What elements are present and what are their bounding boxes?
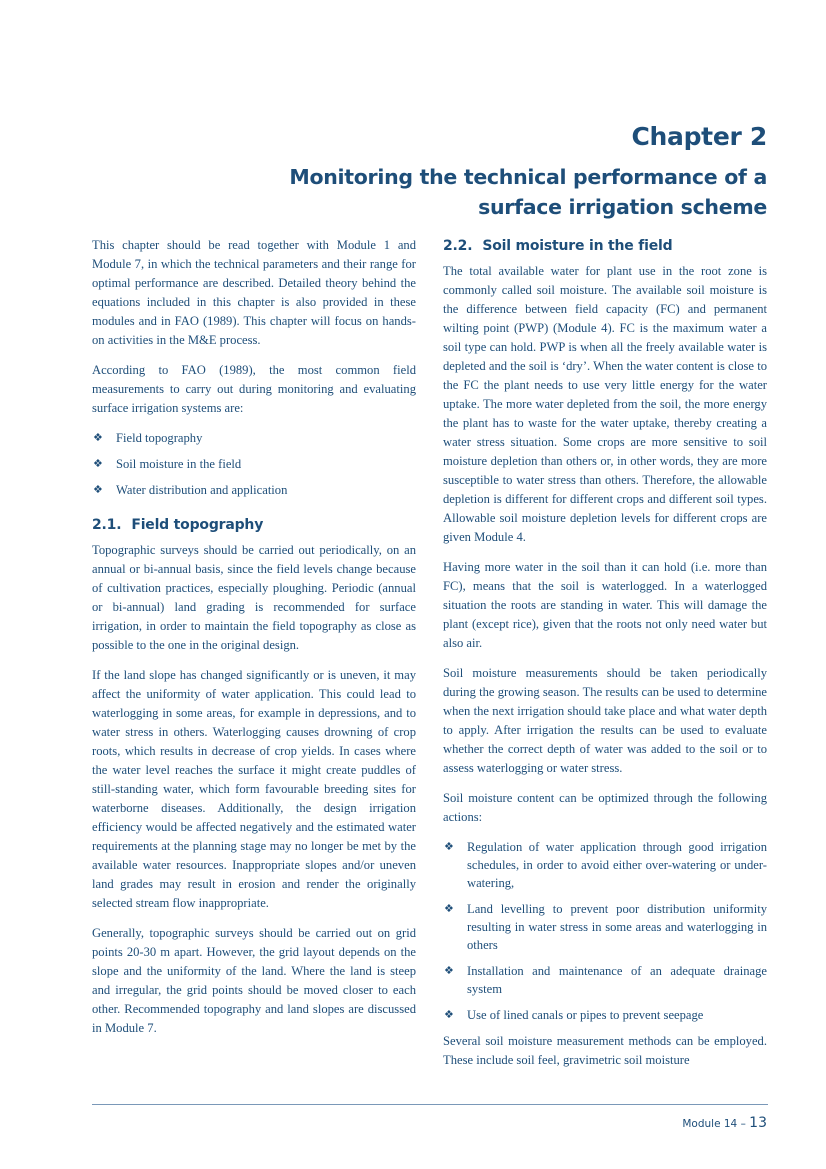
- section-heading-field-topography: [92, 515, 416, 535]
- diamond-bullet-icon: ❖: [93, 457, 103, 470]
- section-title: Soil moisture in the field: [482, 238, 673, 254]
- list-item: [92, 455, 416, 473]
- list-item-text: Water distribution and application: [116, 483, 288, 497]
- soil-paragraph-3: Soil moisture measurements should be taken periodically during the growing season. The results can be used to determine when the next irrigation should take place and what water depth to apply. After irrigation the results can be used to evaluate whether the correct depth of water was added to the soil or to assess waterlogging or water stress.: [443, 666, 767, 775]
- footer-module-label: Module 14 –: [682, 1118, 746, 1130]
- diamond-bullet-icon: ❖: [444, 1008, 454, 1021]
- list-item: [443, 900, 767, 954]
- soil-paragraph-1: The total available water for plant use in the root zone is commonly called soil moisture. The available soil moisture is the difference between field capacity (FC) and permanent wilting point (PWP) (Module 4). FC is the maximum water a soil type can hold. PWP is when all the freely available water is depleted and the soil is ‘dry’. When the water content is close to the FC the plant needs to use very little energy for the water uptake. The more water depleted from the soil, the more energy the plant has to waste for the water uptake, thereby creating a water stress situation. Some crops are more sensitive to soil moisture depletion than others or, in other words, they are more susceptible to water stress than others. Therefore, the allowable depletion is different for different crops and different soil types. Allowable soil moisture depletion levels for different crops are given Module 4.: [443, 264, 767, 544]
- list-item: [443, 1006, 767, 1024]
- list-item-text: Field topography: [116, 431, 203, 445]
- section-number: 2.2.: [443, 238, 473, 254]
- list-item: [443, 962, 767, 998]
- intro-paragraph-2: According to FAO (1989), the most common field measurements to carry out during monitoring and evaluating surface irrigation systems are:: [92, 363, 416, 415]
- soil-paragraph-2: Having more water in the soil than it can hold (i.e. more than FC), means that the soil is waterlogged. In a waterlogged situation the roots are standing in water. This will damage the plant (except rice), given that the roots not only need water but also air.: [443, 560, 767, 650]
- diamond-bullet-icon: ❖: [444, 840, 454, 853]
- list-item-text: Land levelling to prevent poor distribution uniformity resulting in water stress in some areas and waterlogging in others: [467, 902, 767, 952]
- diamond-bullet-icon: ❖: [444, 902, 454, 915]
- list-item-text: Installation and maintenance of an adequate drainage system: [467, 964, 767, 996]
- section-title: Field topography: [131, 517, 264, 533]
- list-item-text: Regulation of water application through good irrigation schedules, in order to avoid either over-watering or under-watering,: [467, 840, 767, 890]
- list-item-text: Soil moisture in the field: [116, 457, 242, 471]
- list-item: [92, 429, 416, 447]
- diamond-bullet-icon: ❖: [93, 483, 103, 496]
- chapter-title: Monitoring the technical performance of a surface irrigation scheme: [289, 165, 767, 219]
- soil-paragraph-4: Soil moisture content can be optimized through the following actions:: [443, 791, 767, 824]
- soil-actions-list: [443, 838, 767, 1024]
- diamond-bullet-icon: ❖: [444, 964, 454, 977]
- intro-paragraph-1: This chapter should be read together with Module 1 and Module 7, in which the technical parameters and their range for optimal performance are described. Detailed theory behind the equations included in this chapter is also provided in these modules and in FAO (1989). This chapter will focus on hands-on activities in the M&E process.: [92, 238, 416, 347]
- topography-paragraph-2: If the land slope has changed significantly or is uneven, it may affect the uniformity of water application. This could lead to waterlogging in some areas, for example in depressions, and to water stress in others. Waterlogging causes drowning of crop roots, which results in decrease of crop yields. In cases where the water level reaches the surface it might create puddles of still-standing water, which form favourable breeding sites for waterborne diseases. Additionally, the design irrigation efficiency would be affected negatively and the estimated water requirements at the planning stage may no longer be met by the available water resources. Inappropriate slopes and/or uneven land grades may result in erosion and render the originally selected stream flow inappropriate.: [92, 668, 416, 910]
- measurement-list: [92, 429, 416, 499]
- page-number: 13: [749, 1115, 767, 1131]
- section-heading-soil-moisture: [443, 236, 767, 256]
- topography-paragraph-3: Generally, topographic surveys should be carried out on grid points 20-30 m apart. However, the grid layout depends on the slope and the uniformity of the land. Where the land is steep and irregular, the grid points should be moved closer to each other. Recommended topography and land slopes are discussed in Module 7.: [92, 926, 416, 1035]
- topography-paragraph-1: Topographic surveys should be carried out periodically, on an annual or bi-annual basis, since the field levels change because of cultivation practices, especially ploughing. Periodic (annual or bi-annual) land grading is recommended for surface irrigation, in order to maintain the field topography as close as possible to the one in the original design.: [92, 543, 416, 652]
- list-item: [92, 481, 416, 499]
- list-item: [443, 838, 767, 892]
- diamond-bullet-icon: ❖: [93, 431, 103, 444]
- page-footer: [682, 1115, 767, 1131]
- list-item-text: Use of lined canals or pipes to prevent seepage: [467, 1008, 704, 1022]
- right-column: [443, 236, 767, 1081]
- footer-divider: [92, 1104, 768, 1105]
- chapter-label: Chapter 2: [631, 122, 767, 151]
- section-number: 2.1.: [92, 517, 122, 533]
- left-column: [92, 236, 416, 1049]
- soil-paragraph-5: Several soil moisture measurement methods can be employed. These include soil feel, gravimetric soil moisture: [443, 1034, 767, 1067]
